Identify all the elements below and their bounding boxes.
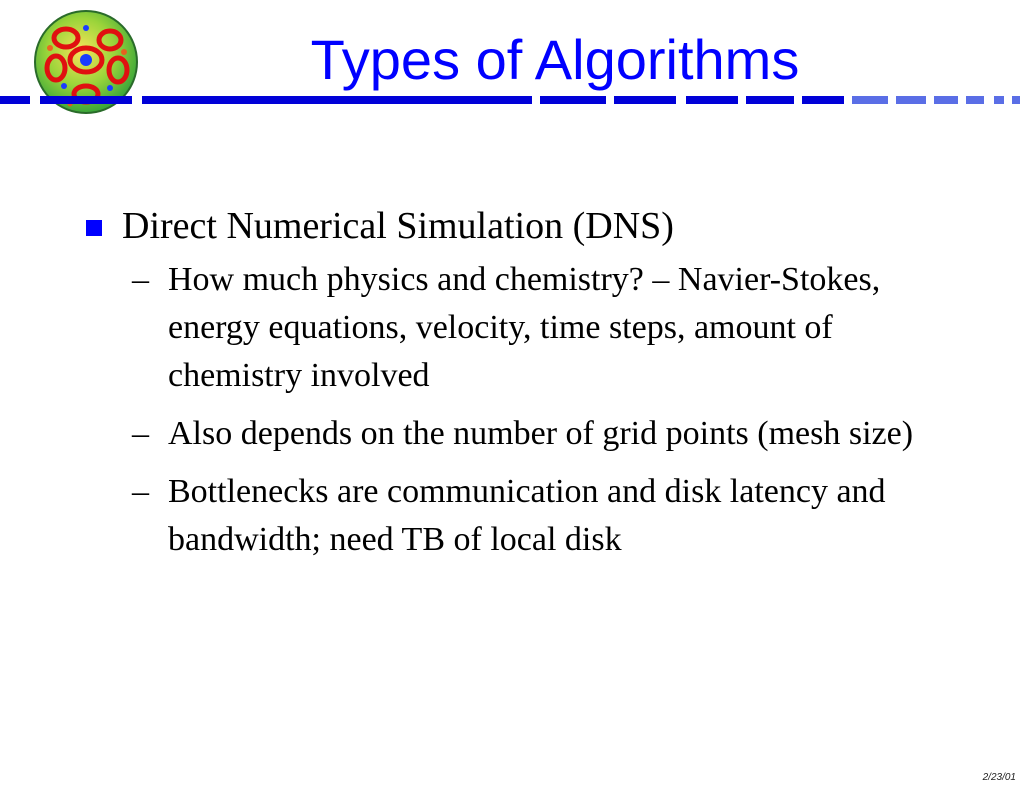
title-divider (0, 94, 1024, 110)
sub-bullet (132, 256, 986, 400)
square-bullet-icon (86, 220, 102, 236)
slide-date: 2/23/01 (982, 772, 1016, 783)
main-bullet (86, 200, 986, 252)
sub-bullet-text: Also depends on the number of grid points (mesh size) (168, 415, 914, 452)
slide-title: Types of Algorithms (310, 28, 800, 91)
slide-content (86, 200, 986, 574)
sub-bullet (132, 410, 986, 458)
dash-marker: – (132, 415, 149, 452)
sub-bullet-text: How much physics and chemistry? – Navier-Stokes, energy equations, velocity, time steps, amount of chemistry involved (168, 261, 881, 394)
sub-bullet-list (132, 256, 986, 564)
main-bullet-text: Direct Numerical Simulation (DNS) (122, 205, 674, 247)
dash-marker: – (132, 473, 149, 510)
sub-bullet-text: Bottlenecks are communication and disk latency and bandwidth; need TB of local disk (168, 473, 886, 558)
dash-marker: – (132, 261, 149, 298)
sub-bullet (132, 468, 986, 564)
